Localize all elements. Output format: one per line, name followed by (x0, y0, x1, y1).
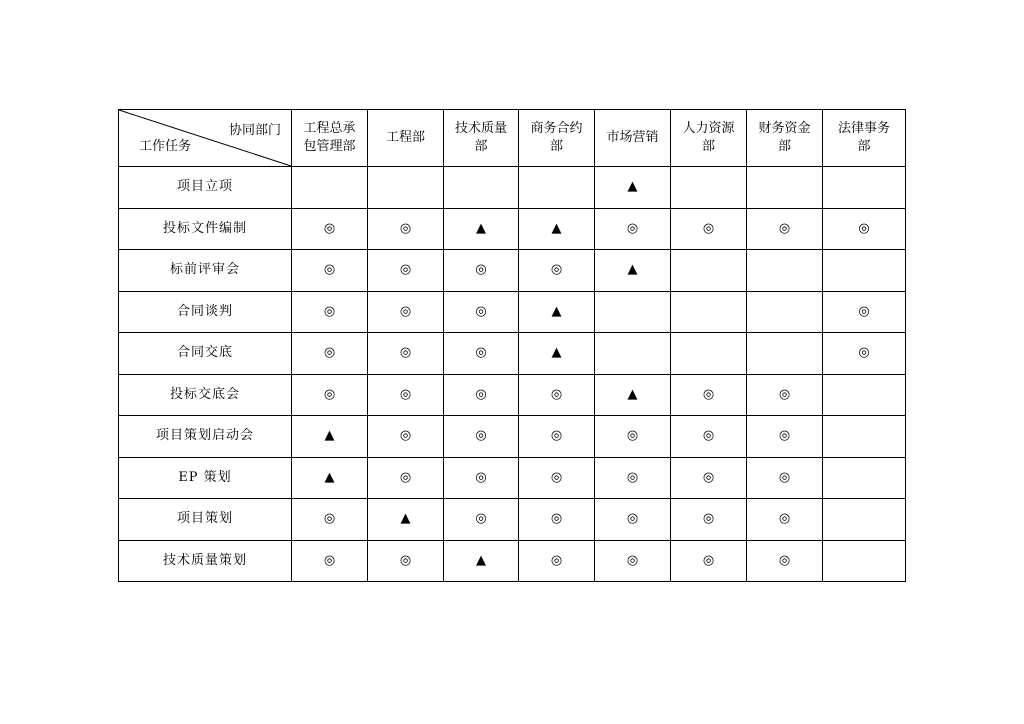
matrix-cell (519, 250, 595, 292)
table-row (119, 333, 906, 375)
assist-circle-mark: ◎ (550, 386, 563, 402)
column-header-line: 部 (474, 139, 488, 154)
assist-circle-mark: ◎ (475, 386, 487, 402)
assist-circle-mark: ◎ (550, 511, 563, 527)
matrix-cell (671, 167, 747, 209)
table-row (119, 374, 906, 416)
matrix-cell (671, 540, 747, 582)
column-header-line: 财务资金 (758, 121, 811, 136)
matrix-cell (747, 540, 823, 582)
matrix-cell (823, 291, 906, 333)
matrix-cell (292, 416, 368, 458)
table-row (119, 457, 906, 499)
assist-circle-mark: ◎ (399, 303, 412, 319)
matrix-cell (368, 499, 444, 541)
task-name-cell: 投标文件编制 (119, 208, 292, 250)
assist-circle-mark: ◎ (858, 345, 870, 361)
lead-triangle-mark: ▲ (627, 386, 638, 402)
matrix-cell (671, 291, 747, 333)
assist-circle-mark: ◎ (475, 469, 487, 485)
assist-circle-mark: ◎ (475, 511, 487, 527)
column-header-line: 包管理部 (303, 139, 356, 154)
assist-circle-mark: ◎ (702, 386, 715, 402)
corner-label-tasks: 工作任务 (139, 139, 192, 154)
assist-circle-mark: ◎ (778, 220, 791, 236)
assist-circle-mark: ◎ (550, 469, 563, 485)
table-row (119, 250, 906, 292)
assist-circle-mark: ◎ (626, 220, 639, 236)
task-name-cell: EP 策划 (119, 457, 292, 499)
matrix-cell (519, 499, 595, 541)
assist-circle-mark: ◎ (550, 552, 563, 568)
matrix-cell (519, 208, 595, 250)
table-row (119, 208, 906, 250)
matrix-cell (292, 333, 368, 375)
matrix-cell (747, 167, 823, 209)
header-row (119, 110, 906, 167)
table-row (119, 540, 906, 582)
column-header-cell (747, 110, 823, 167)
corner-label-departments: 协同部门 (228, 123, 281, 138)
assist-circle-mark: ◎ (323, 552, 336, 568)
assist-circle-mark: ◎ (626, 469, 639, 485)
matrix-cell (519, 540, 595, 582)
matrix-cell (671, 333, 747, 375)
assist-circle-mark: ◎ (702, 511, 715, 527)
column-header-line: 部 (777, 139, 791, 154)
assist-circle-mark: ◎ (475, 262, 487, 278)
matrix-cell (595, 374, 671, 416)
matrix-cell (595, 250, 671, 292)
matrix-cell (747, 250, 823, 292)
table-header (119, 110, 906, 167)
assist-circle-mark: ◎ (323, 345, 336, 361)
task-name-cell: 标前评审会 (119, 250, 292, 292)
matrix-cell (823, 457, 906, 499)
matrix-cell (444, 374, 519, 416)
matrix-cell (292, 457, 368, 499)
matrix-cell (368, 333, 444, 375)
assist-circle-mark: ◎ (778, 511, 791, 527)
matrix-cell (368, 167, 444, 209)
matrix-cell (368, 457, 444, 499)
assist-circle-mark: ◎ (778, 469, 791, 485)
table-row (119, 499, 906, 541)
matrix-cell (747, 499, 823, 541)
assist-circle-mark: ◎ (778, 386, 791, 402)
matrix-cell (444, 250, 519, 292)
matrix-cell (595, 208, 671, 250)
assist-circle-mark: ◎ (399, 386, 412, 402)
column-header-line: 法律事务 (837, 121, 890, 136)
task-name-cell: 项目策划 (119, 499, 292, 541)
assist-circle-mark: ◎ (475, 303, 487, 319)
matrix-cell (747, 291, 823, 333)
matrix-cell (444, 333, 519, 375)
matrix-cell (595, 416, 671, 458)
matrix-cell (444, 540, 519, 582)
matrix-cell (368, 208, 444, 250)
column-header-line: 工程部 (385, 130, 425, 145)
column-header-cell (292, 110, 368, 167)
matrix-cell (747, 333, 823, 375)
assist-circle-mark: ◎ (626, 552, 639, 568)
matrix-cell (595, 291, 671, 333)
matrix-cell (747, 457, 823, 499)
lead-triangle-mark: ▲ (476, 220, 486, 236)
assist-circle-mark: ◎ (399, 552, 412, 568)
column-header-line: 工程总承 (303, 121, 356, 136)
lead-triangle-mark: ▲ (627, 179, 638, 195)
matrix-cell (292, 291, 368, 333)
lead-triangle-mark: ▲ (324, 428, 335, 444)
assist-circle-mark: ◎ (323, 511, 336, 527)
matrix-cell (292, 499, 368, 541)
matrix-cell (368, 250, 444, 292)
assist-circle-mark: ◎ (702, 469, 715, 485)
table-row (119, 167, 906, 209)
table-body (119, 167, 906, 582)
task-name-cell: 合同交底 (119, 333, 292, 375)
matrix-cell (444, 291, 519, 333)
matrix-cell (823, 167, 906, 209)
column-header-cell (444, 110, 519, 167)
matrix-cell (671, 250, 747, 292)
matrix-cell (519, 374, 595, 416)
matrix-cell (368, 416, 444, 458)
matrix-cell (292, 208, 368, 250)
assist-circle-mark: ◎ (399, 220, 412, 236)
lead-triangle-mark: ▲ (551, 220, 562, 236)
matrix-cell (292, 250, 368, 292)
column-header-line: 部 (549, 139, 563, 154)
assist-circle-mark: ◎ (702, 552, 715, 568)
matrix-cell (747, 416, 823, 458)
assist-circle-mark: ◎ (702, 220, 715, 236)
matrix-cell (671, 457, 747, 499)
task-name-cell: 项目策划启动会 (119, 416, 292, 458)
matrix-cell (823, 250, 906, 292)
column-header-cell (519, 110, 595, 167)
matrix-cell (519, 167, 595, 209)
matrix-cell (292, 167, 368, 209)
assist-circle-mark: ◎ (399, 428, 412, 444)
assist-circle-mark: ◎ (778, 428, 791, 444)
assist-circle-mark: ◎ (399, 469, 412, 485)
matrix-cell (444, 457, 519, 499)
lead-triangle-mark: ▲ (324, 469, 335, 485)
matrix-cell (444, 208, 519, 250)
task-name-cell: 投标交底会 (119, 374, 292, 416)
assist-circle-mark: ◎ (323, 303, 336, 319)
assist-circle-mark: ◎ (858, 303, 870, 319)
matrix-cell (519, 333, 595, 375)
matrix-cell (292, 540, 368, 582)
assist-circle-mark: ◎ (323, 262, 336, 278)
lead-triangle-mark: ▲ (551, 345, 562, 361)
lead-triangle-mark: ▲ (627, 262, 638, 278)
column-header-line: 部 (701, 139, 715, 154)
matrix-cell (671, 499, 747, 541)
assist-circle-mark: ◎ (475, 345, 487, 361)
assist-circle-mark: ◎ (778, 552, 791, 568)
matrix-cell (519, 457, 595, 499)
column-header-line: 技术质量 (454, 121, 507, 136)
assist-circle-mark: ◎ (399, 345, 412, 361)
task-name-cell: 技术质量策划 (119, 540, 292, 582)
matrix-cell (444, 167, 519, 209)
column-header-cell (671, 110, 747, 167)
task-name-cell: 项目立项 (119, 167, 292, 209)
matrix-cell (823, 374, 906, 416)
task-name-cell: 合同谈判 (119, 291, 292, 333)
assist-circle-mark: ◎ (550, 262, 563, 278)
column-header-line: 部 (857, 139, 871, 154)
responsibility-matrix-table (118, 109, 906, 582)
lead-triangle-mark: ▲ (551, 303, 562, 319)
matrix-cell (292, 374, 368, 416)
column-header-line: 商务合约 (530, 121, 583, 136)
assist-circle-mark: ◎ (626, 511, 639, 527)
column-header-line: 人力资源 (682, 121, 735, 136)
matrix-cell (747, 374, 823, 416)
matrix-cell (595, 457, 671, 499)
matrix-cell (519, 416, 595, 458)
matrix-cell (671, 416, 747, 458)
matrix-cell (823, 208, 906, 250)
matrix-cell (368, 374, 444, 416)
corner-header-cell (119, 110, 292, 167)
column-header-cell (595, 110, 671, 167)
matrix-cell (368, 291, 444, 333)
assist-circle-mark: ◎ (323, 386, 336, 402)
matrix-cell (595, 333, 671, 375)
matrix-cell (368, 540, 444, 582)
matrix-cell (747, 208, 823, 250)
column-header-cell (823, 110, 906, 167)
assist-circle-mark: ◎ (702, 428, 715, 444)
matrix-cell (671, 374, 747, 416)
column-header-cell (368, 110, 444, 167)
matrix-cell (671, 208, 747, 250)
matrix-cell (823, 499, 906, 541)
matrix-cell (519, 291, 595, 333)
matrix-cell (823, 540, 906, 582)
matrix-cell (823, 416, 906, 458)
assist-circle-mark: ◎ (626, 428, 639, 444)
matrix-cell (444, 499, 519, 541)
assist-circle-mark: ◎ (858, 220, 870, 236)
assist-circle-mark: ◎ (399, 262, 412, 278)
assist-circle-mark: ◎ (323, 220, 336, 236)
lead-triangle-mark: ▲ (476, 552, 486, 568)
column-header-line: 市场营销 (606, 130, 659, 145)
matrix-cell (595, 540, 671, 582)
assist-circle-mark: ◎ (550, 428, 563, 444)
lead-triangle-mark: ▲ (400, 511, 411, 527)
matrix-cell (444, 416, 519, 458)
matrix-cell (595, 167, 671, 209)
table-row (119, 291, 906, 333)
matrix-cell (595, 499, 671, 541)
table-row (119, 416, 906, 458)
assist-circle-mark: ◎ (475, 428, 487, 444)
matrix-cell (823, 333, 906, 375)
